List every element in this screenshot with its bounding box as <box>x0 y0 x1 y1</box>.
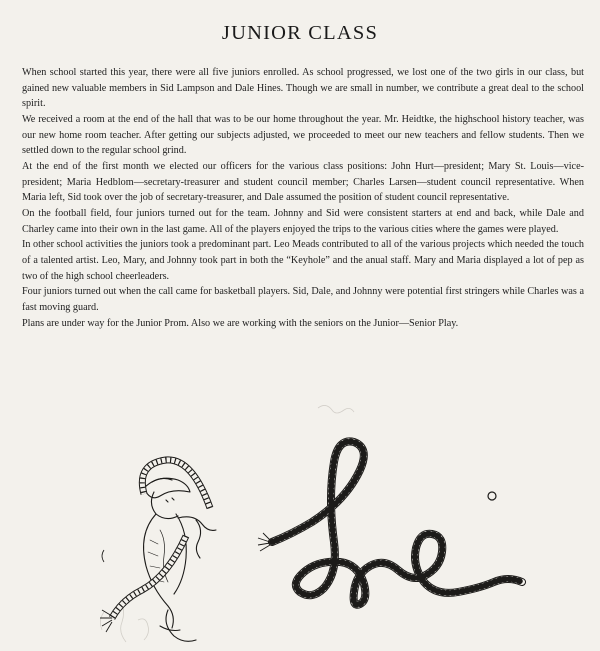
article-body <box>22 65 584 331</box>
paragraph-enrollment: When school started this year, there were all five juniors enrolled. As school progressed, we lost one of the two girls in our class, but gained new valuable members in Sid Lampson and Dale Hines. Though we are small in number, we contribute a great deal to the school spirit. <box>22 67 584 110</box>
paragraph-homeroom: We received a room at the end of the hall that was to be our home throughout the year. Mr. Heidtke, the highschool history teacher, was our new home room teacher. After getting our subjects adjusted, we proceeded to meet our new teachers and fellow students. Then we settled down to the regular school grind. <box>22 113 584 157</box>
rope-lettering <box>258 441 522 604</box>
page-title: JUNIOR CLASS <box>221 22 379 44</box>
paragraph-activities: In other school activities the juniors took a predominant part. Leo Meads contributed to all of the various projects which needed the touch of a talented artist. Leo, Mary, and Johnny took part in both the “Keyhole” and the anual staff. Mary and Maria displayed a lot of pep as two of the high school cheerleaders. <box>22 239 584 282</box>
paragraph-basketball: Four juniors turned out when the call came for basketball players. Sid, Dale, and Johnny were potential first stringers while Charles was a fast moving guard. <box>22 286 584 313</box>
rope-lasso-illustration <box>0 390 600 651</box>
paragraph-officers: At the end of the first month we elected our officers for the various class positions: John Hurt—president; Mary St. Louis—vice-president; Maria Hedblom—secretary-treasurer and student council member; Charles Larsen—student council representative. When Maria left, Sid took over the job of secretary-treasurer, and Dale assumed the position of student council representative. <box>22 160 584 204</box>
paragraph-plans: Plans are under way for the Junior Prom. Also we are working with the seniors on the Junior—Senior Play. <box>22 317 459 329</box>
paragraph-football: On the football field, four juniors turned out for the team. Johnny and Sid were consistent starters at end and back, while Dale and Charley came into their own in the last game. All of the players enjoyed the trips to the various cities where the games were played. <box>22 207 584 235</box>
